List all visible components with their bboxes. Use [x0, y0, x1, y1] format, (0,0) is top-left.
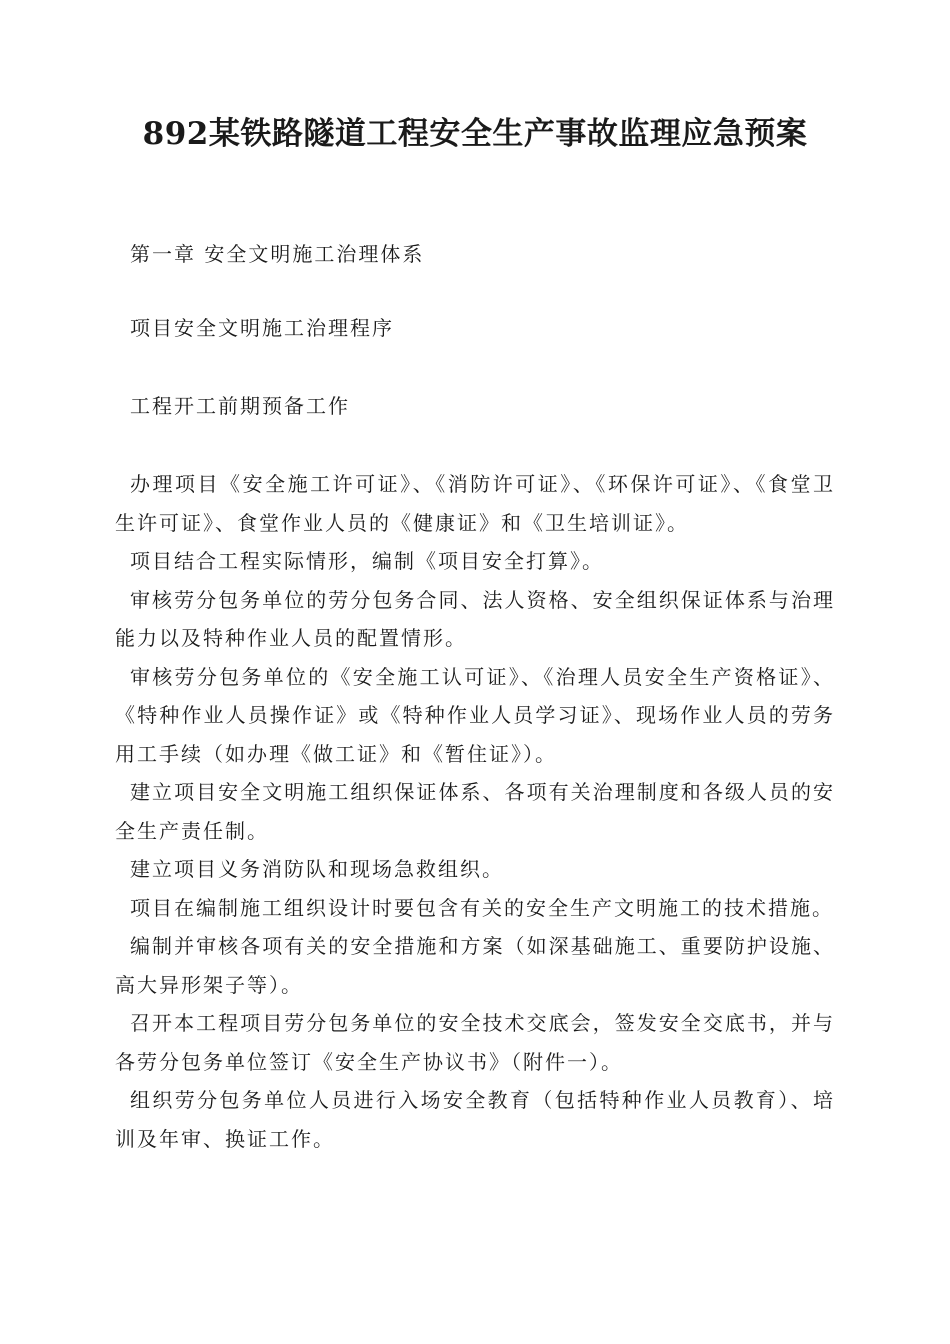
paragraph: 项目在编制施工组织设计时要包含有关的安全生产文明施工的技术措施。 [130, 895, 834, 920]
paragraph: 审核劳分包务单位的《安全施工认可证》、《治理人员安全生产资格证》、《特种作业人员操作证》或《特种作业人员学习证》、现场作业人员的劳务用工手续（如办理《做工证》和《暂住证》）。 [115, 664, 835, 766]
body-text [115, 465, 835, 1158]
paragraph: 召开本工程项目劳分包务单位的安全技术交底会，签发安全交底书，并与各劳分包务单位签订《安全生产协议书》（附件一）。 [115, 1011, 835, 1074]
document-title: 892某铁路隧道工程安全生产事故监理应急预案 [142, 116, 808, 152]
paragraph: 建立项目义务消防队和现场急救组织。 [130, 857, 504, 881]
paragraph: 项目结合工程实际情形，编制《项目安全打算》。 [130, 549, 604, 573]
paragraph: 组织劳分包务单位人员进行入场安全教育（包括特种作业人员教育）、培训及年审、换证工作。 [115, 1088, 835, 1151]
subsection-heading: 工程开工前期预备工作 [130, 394, 350, 418]
paragraph: 编制并审核各项有关的安全措施和方案（如深基础施工、重要防护设施、高大异形架子等）。 [115, 934, 835, 997]
section-heading: 项目安全文明施工治理程序 [130, 316, 394, 340]
paragraph: 办理项目《安全施工许可证》、《消防许可证》、《环保许可证》、《食堂卫生许可证》、食堂作业人员的《健康证》和《卫生培训证》。 [115, 472, 835, 535]
paragraph: 审核劳分包务单位的劳分包务合同、法人资格、安全组织保证体系与治理能力以及特种作业人员的配置情形。 [115, 587, 835, 650]
paragraph: 建立项目安全文明施工组织保证体系、各项有关治理制度和各级人员的安全生产责任制。 [115, 780, 835, 843]
chapter-heading: 第一章 安全文明施工治理体系 [130, 242, 425, 266]
